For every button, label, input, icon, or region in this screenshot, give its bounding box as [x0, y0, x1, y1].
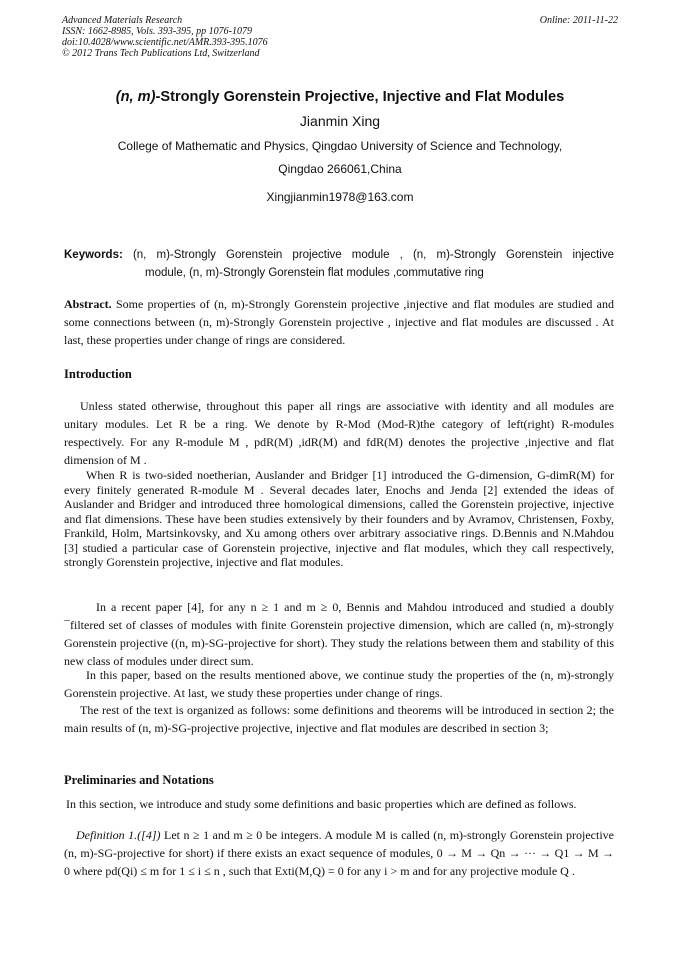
- abstract-text: Some properties of (n, m)-Strongly Gorenstein projective ,injective and flat modules are studied and some connections between (n, m)-Strongly Gorenstein projective , injective and flat modules are discussed . At last, these properties under change of rings are considered.: [64, 297, 614, 347]
- copyright-line: © 2012 Trans Tech Publications Ltd, Switzerland: [62, 48, 260, 59]
- intro-paragraph-5: The rest of the text is organized as follows: some definitions and theorems will be introduced in section 2; the main results of (n, m)-SG-projective projective, injective and flat modules are described in section 3;: [64, 703, 614, 735]
- introduction-heading: Introduction: [64, 367, 132, 381]
- keywords-text-2: module, (n, m)-Strongly Gorenstein flat modules ,commutative ring: [145, 267, 484, 279]
- keywords-line-1: [64, 246, 614, 264]
- abstract-paragraph: [64, 295, 614, 349]
- author-name: Jianmin Xing: [299, 113, 381, 129]
- intro-paragraph-2: When R is two-sided noetherian, Auslander and Bridger [1] introduced the G-dimension, G-dimR(M) for every finitely generated R-module M . Several decades later, Enochs and Jenda [2] extended the ideas of Auslander and Bridger and introduced three homological dimensions, called the Gorenstein projective, injective and flat dimensions. These have been studies extensively by their founders and by Avramov, Christensen, Foxby, Frankild, Holm, Martsinkovsky, and Xu among others over arbitrary associative rings. D.Bennis and N.Mahdou [3] studied a particular case of Gorenstein projective, injective and flat modules, which they call respectively, strongly Gorenstein projective, injective and flat modules.: [64, 468, 614, 569]
- definition-1: [64, 826, 614, 880]
- online-date: Online: 2011-11-22: [539, 15, 618, 26]
- affiliation-line-1: College of Mathematic and Physics, Qingdao University of Science and Technology,: [117, 139, 563, 153]
- paper-title: [40, 89, 640, 105]
- keywords-block: [64, 246, 614, 282]
- journal-header: [62, 15, 618, 59]
- preliminaries-heading: Preliminaries and Notations: [64, 773, 214, 787]
- definition-1-text: Let n ≥ 1 and m ≥ 0 be integers. A module M is called (n, m)-strongly Gorenstein projective (n, m)-SG-projective for short) if there exists an exact sequence of modules, 0 → M → Qn → ··· → Q1 → M → 0 where pd(Qi) ≤ m for 1 ≤ i ≤ n , such that Exti(M,Q) = 0 for any i > m and for any projective module Q .: [64, 828, 615, 878]
- prelim-paragraph-1: In this section, we introduce and study some definitions and basic properties which are defined as follows.: [66, 797, 577, 811]
- affiliation-line-2: Qingdao 266061,China: [278, 162, 402, 176]
- abstract-label: Abstract.: [64, 297, 112, 311]
- keywords-label: Keywords:: [64, 249, 123, 261]
- intro-paragraph-4: In this paper, based on the results mentioned above, we continue study the properties of the (n, m)-strongly Gorenstein projective. At last, we study these properties under change of rings.: [64, 668, 614, 700]
- keywords-text-1: (n, m)-Strongly Gorenstein projective module , (n, m)-Strongly Gorenstein injective: [132, 249, 614, 261]
- intro-paragraph-1: Unless stated otherwise, throughout this paper all rings are associative with identity and all modules are unitary modules. Let R be a ring. We denote by R-Mod (Mod-R)the category of left(right) R-modules respectively. For any R-module M , pdR(M) ,idR(M) and fdR(M) denotes the projective ,injective and flat dimension of M .: [64, 399, 614, 467]
- intro-paragraph-3: In a recent paper [4], for any n ≥ 1 and m ≥ 0, Bennis and Mahdou introduced and studied a doubly ¯filtered set of classes of modules with finite Gorenstein projective dimension, which are called (n, m)-strongly Gorenstein projective ((n, m)-SG-projective for short). They study the relations between them and stability of this new class of modules under direct sum.: [64, 600, 614, 668]
- author-email: Xingjianmin1978@163.com: [266, 190, 414, 204]
- doi-line: doi:10.4028/www.scientific.net/AMR.393-395.1076: [62, 37, 268, 48]
- issn-line: ISSN: 1662-8985, Vols. 393-395, pp 1076-1079: [62, 26, 252, 37]
- title-prefix: (n, m): [115, 89, 156, 105]
- title-rest: -Strongly Gorenstein Projective, Injective and Flat Modules: [155, 89, 565, 105]
- definition-1-label: Definition 1.([4]): [76, 828, 161, 842]
- journal-name: Advanced Materials Research: [62, 15, 183, 26]
